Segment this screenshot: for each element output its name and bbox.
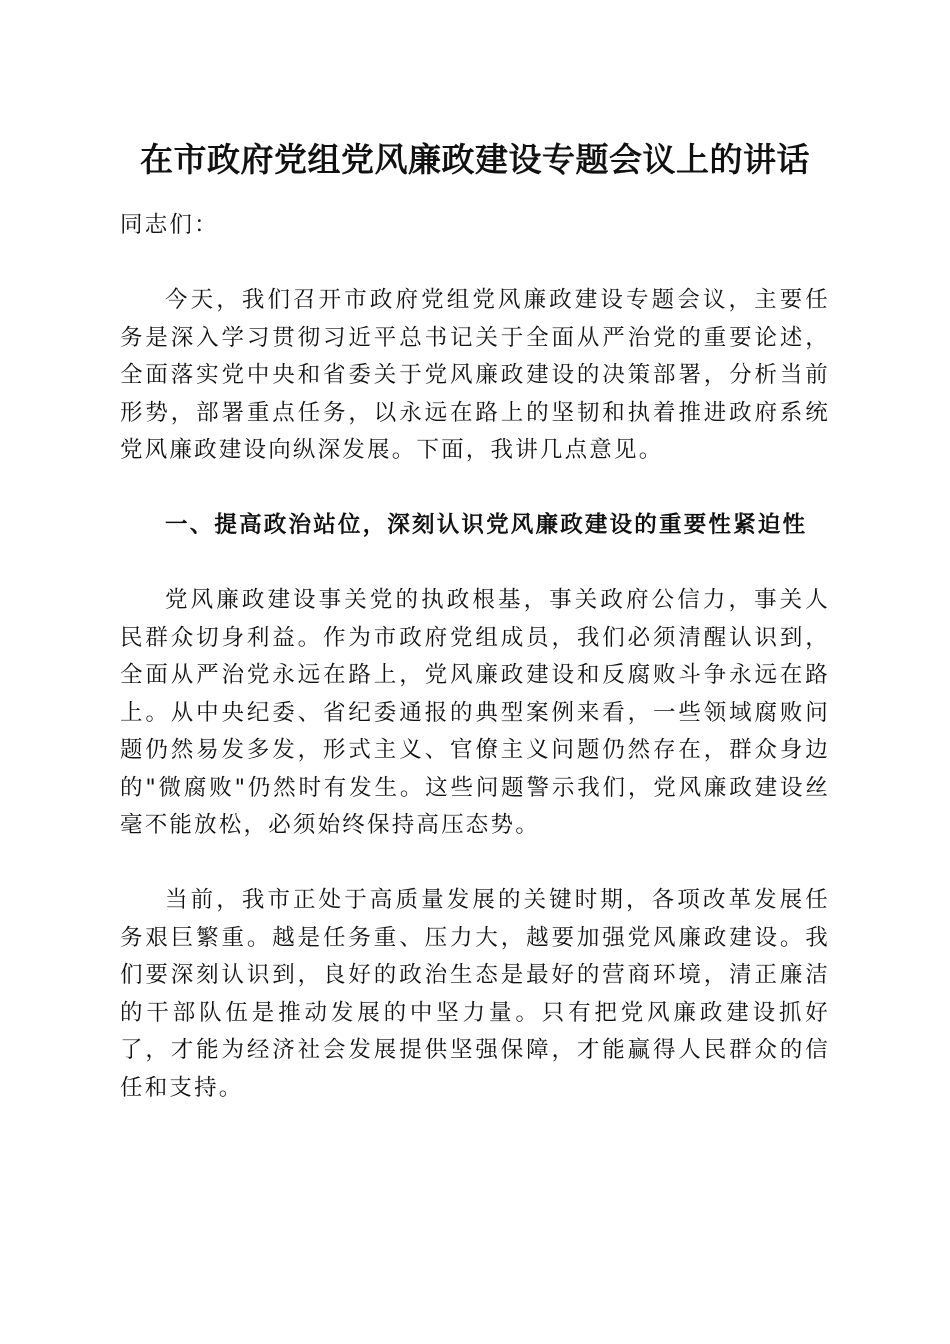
paragraph-intro: 今天，我们召开市政府党组党风廉政建设专题会议，主要任务是深入学习贯彻习近平总书记关于全面从严治党的重要论述，全面落实党中央和省委关于党风廉政建设的决策部署，分析当前形势，部署重点任务，以永远在路上的坚韧和执着推进政府系统党风廉政建设向纵深发展。下面，我讲几点意见。 xyxy=(120,287,830,463)
salutation: 同志们： xyxy=(120,212,219,238)
section-heading-1: 一、提高政治站位，深刻认识党风廉政建设的重要性紧迫性 xyxy=(165,512,808,538)
paragraph-importance: 党风廉政建设事关党的执政根基，事关政府公信力，事关人民群众切身利益。作为市政府党组成员，我们必须清醒认识到，全面从严治党永远在路上，党风廉政建设和反腐败斗争永远在路上。从中央纪委、省纪委通报的典型案例来看，一些领域腐败问题仍然易发多发，形式主义、官僚主义问题仍然存在，群众身边的"微腐败"仍然时有发生。这些问题警示我们，党风廉政建设丝毫不能放松，必须始终保持高压态势。 xyxy=(120,587,830,838)
document-title: 在市政府党组党风廉政建设专题会议上的讲话 xyxy=(140,140,810,179)
paragraph-current-situation: 当前，我市正处于高质量发展的关键时期，各项改革发展任务艰巨繁重。越是任务重、压力大，越要加强党风廉政建设。我们要深刻认识到，良好的政治生态是最好的营商环境，清正廉洁的干部队伍是推动发展的中坚力量。只有把党风廉政建设抓好了，才能为经济社会发展提供坚强保障，才能赢得人民群众的信任和支持。 xyxy=(120,887,830,1101)
